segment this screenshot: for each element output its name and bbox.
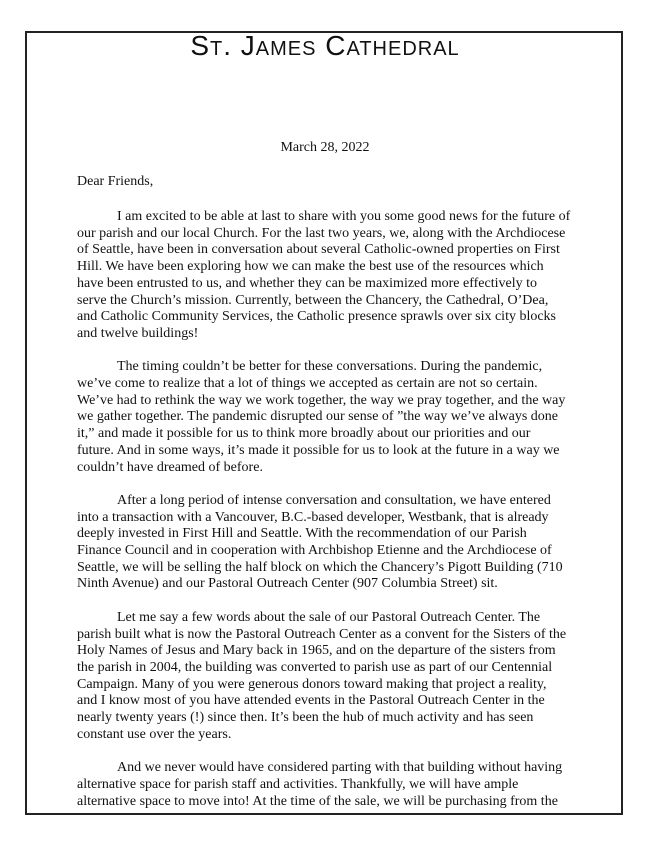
- paragraph-line: constant use over the years.: [77, 726, 232, 742]
- paragraph-line: parish built what is now the Pastoral Outreach Center as a convent for the Sisters of the: [77, 626, 567, 642]
- letterhead-title: St. James Cathedral: [190, 30, 460, 61]
- paragraph-line: our parish and our local Church. For the last two years, we, along with the Archdiocese: [77, 225, 566, 241]
- paragraph: [77, 493, 607, 593]
- paragraph-line: have been entrusted to us, and whether they can be maximized more effectively to: [77, 275, 538, 291]
- paragraph: [77, 610, 607, 744]
- paragraph-line: Let me say a few words about the sale of our Pastoral Outreach Center. The: [117, 609, 541, 625]
- paragraph-line: Seattle, we will be selling the half block on which the Chancery’s Pigott Building (710: [77, 559, 563, 575]
- letter-date: March 28, 2022: [280, 140, 370, 155]
- paragraph-line: and twelve buildings!: [77, 325, 199, 341]
- paragraph-line: After a long period of intense conversation and consultation, we have entered: [117, 492, 551, 508]
- paragraph-line: alternative space for parish staff and activities. Thankfully, we will have ample: [77, 776, 519, 792]
- paragraph-line: alternative space to move into! At the time of the sale, we will be purchasing from the: [77, 793, 558, 809]
- paragraph-line: I am excited to be able at last to share with you some good news for the future of: [117, 209, 571, 224]
- paragraph: [77, 209, 607, 343]
- paragraph-line: nearly twenty years (!) since then. It’s been the hub of much activity and has seen: [77, 710, 534, 726]
- paragraph-line: And we never would have considered parting with that building without having: [117, 760, 563, 776]
- paragraph-line: it,” and made it possible for us to think more broadly about our priorities and our: [77, 426, 531, 442]
- paragraph-line: deeply invested in First Hill and Seattle. With the recommendation of our Parish: [77, 526, 527, 542]
- paragraph-line: Campaign. Many of you were generous donors toward making that project a reality,: [77, 676, 547, 692]
- paragraph: [77, 760, 607, 810]
- paragraph-line: Hill. We have been exploring how we can make the best use of the resources which: [77, 259, 544, 275]
- paragraph-line: Holy Names of Jesus and Mary back in 1965, and on the departure of the sisters from: [77, 643, 556, 659]
- paragraph-line: couldn’t have dreamed of before.: [77, 459, 263, 475]
- paragraph-line: into a transaction with a Vancouver, B.C.-based developer, Westbank, that is already: [77, 509, 549, 525]
- paragraph-line: and Catholic Community Services, the Catholic presence sprawls over six city blocks: [77, 309, 557, 325]
- paragraph-line: serve the Church’s mission. Currently, between the Chancery, the Cathedral, O’Dea,: [77, 292, 549, 308]
- paragraph: [77, 359, 607, 476]
- salutation: Dear Friends,: [77, 174, 154, 189]
- paragraph-line: and I know most of you have attended events in the Pastoral Outreach Center in the: [77, 693, 545, 709]
- paragraph-line: future. And in some ways, it’s made it possible for us to look at the future in a way we: [77, 442, 560, 458]
- paragraph-line: Finance Council and in cooperation with Archbishop Etienne and the Archdiocese of: [77, 543, 552, 559]
- paragraph-line: we’ve come to realize that a lot of things we accepted as certain are not so certain.: [77, 376, 538, 392]
- paragraph-line: the parish in 2004, the building was converted to parish use as part of our Centennial: [77, 659, 553, 675]
- paragraph-line: The timing couldn’t be better for these conversations. During the pandemic,: [117, 359, 543, 375]
- paragraph-line: Ninth Avenue) and our Pastoral Outreach Center (907 Columbia Street) sit.: [77, 576, 498, 592]
- paragraph-line: we gather together. The pandemic disrupted our sense of ”the way we’ve always done: [77, 409, 559, 425]
- paragraph-line: of Seattle, have been in conversation about several Catholic-owned properties on First: [77, 242, 560, 258]
- paragraph-line: We’ve had to rethink the way we work together, the way we pray together, and the way: [77, 392, 566, 408]
- letter-body: [77, 209, 607, 827]
